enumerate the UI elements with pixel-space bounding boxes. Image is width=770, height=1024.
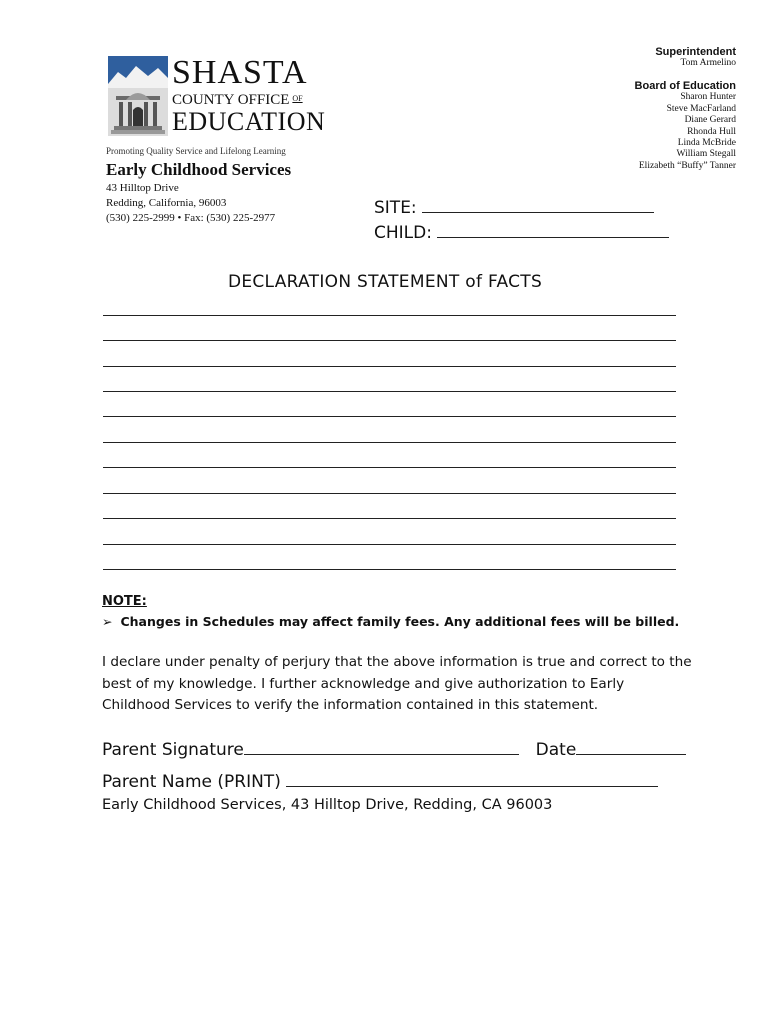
site-label: SITE: bbox=[374, 198, 417, 218]
board-member: Diane Gerard bbox=[684, 115, 736, 126]
child-label: CHILD: bbox=[374, 223, 432, 243]
date-label: Date bbox=[535, 740, 577, 760]
board-member: Elizabeth “Buffy” Tanner bbox=[638, 160, 736, 171]
site-field[interactable] bbox=[374, 198, 654, 218]
logo-of: OF bbox=[292, 94, 303, 103]
statement-line[interactable] bbox=[103, 391, 676, 392]
note-text: Changes in Schedules may affect family fees. Any additional fees will be billed. bbox=[120, 614, 680, 629]
logo-line-education: EDUCATION bbox=[172, 107, 326, 136]
child-blank[interactable] bbox=[437, 223, 669, 238]
board-member: Linda McBride bbox=[677, 138, 736, 149]
declaration-text: I declare under penalty of perjury that the above information is true and correct to the best of my knowledge. I further acknowledge and give authorization to Early Childhood Services to verify the information contained in this statement. bbox=[102, 654, 692, 713]
department-name: Early Childhood Services bbox=[106, 160, 292, 179]
logo-wordmark bbox=[172, 54, 326, 136]
parent-signature-label: Parent Signature bbox=[102, 740, 244, 760]
statement-line[interactable] bbox=[103, 366, 676, 367]
officials-block bbox=[635, 46, 736, 172]
document-title: DECLARATION STATEMENT of FACTS bbox=[227, 272, 543, 292]
board-member: William Stegall bbox=[676, 149, 736, 160]
statement-line[interactable] bbox=[103, 416, 676, 417]
date-blank[interactable] bbox=[576, 740, 686, 755]
parent-signature-blank[interactable] bbox=[244, 740, 519, 755]
statement-line[interactable] bbox=[103, 315, 676, 316]
signature-row bbox=[102, 740, 686, 760]
address-phone-fax: (530) 225-2999 • Fax: (530) 225-2977 bbox=[106, 212, 276, 224]
logo-emblem bbox=[108, 56, 168, 136]
statement-line[interactable] bbox=[103, 569, 676, 570]
parent-name-blank[interactable] bbox=[286, 772, 658, 787]
statement-line[interactable] bbox=[103, 518, 676, 519]
statement-line[interactable] bbox=[103, 442, 676, 443]
note-label: NOTE: bbox=[102, 594, 147, 609]
address-street: 43 Hilltop Drive bbox=[106, 182, 179, 194]
statement-line[interactable] bbox=[103, 493, 676, 494]
statement-line[interactable] bbox=[103, 467, 676, 468]
child-field[interactable] bbox=[374, 223, 669, 243]
board-member: Sharon Hunter bbox=[680, 92, 736, 103]
superintendent-title: Superintendent bbox=[655, 46, 736, 58]
statement-line[interactable] bbox=[103, 340, 676, 341]
statement-line[interactable] bbox=[103, 544, 676, 545]
parent-name-label: Parent Name (PRINT) bbox=[102, 772, 281, 792]
address-city: Redding, California, 96003 bbox=[106, 197, 227, 209]
logo-line-shasta: SHASTA bbox=[172, 54, 308, 91]
superintendent-name: Tom Armelino bbox=[680, 58, 736, 68]
site-blank[interactable] bbox=[422, 198, 654, 213]
logo-line-county-office: COUNTY OFFICE $^{OF}$ bbox=[172, 92, 303, 108]
arrow-bullet-icon: ➢ bbox=[102, 614, 113, 629]
footer-address: Early Childhood Services, 43 Hilltop Drive, Redding, CA 96003 bbox=[102, 797, 553, 813]
department-address bbox=[106, 181, 275, 226]
board-member: Steve MacFarland bbox=[666, 103, 736, 114]
board-title: Board of Education bbox=[634, 80, 736, 93]
tagline: Promoting Quality Service and Lifelong Learning bbox=[106, 146, 286, 156]
note-item bbox=[102, 614, 679, 629]
county-building-icon bbox=[108, 56, 168, 136]
parent-name-row bbox=[102, 772, 658, 792]
board-member: Rhonda Hull bbox=[687, 126, 736, 137]
